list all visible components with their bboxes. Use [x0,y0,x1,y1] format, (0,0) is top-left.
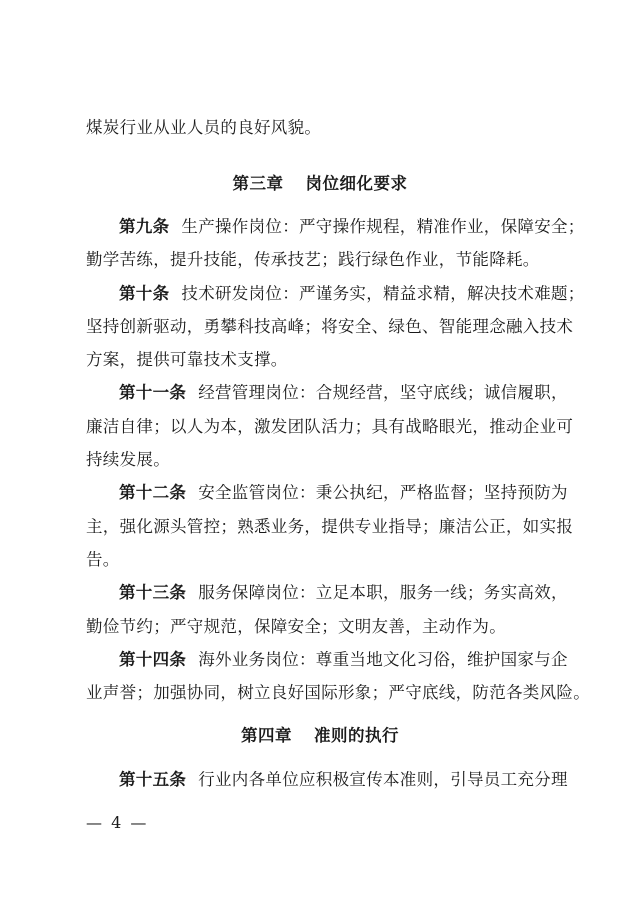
article-text: 勤学苦练，提升技能，传承技艺；践行绿色作业，节能降耗。 [86,250,540,269]
article-label: 第十四条 [119,650,187,669]
article-text: 业声誉；加强协同，树立良好国际形象；严守底线，防范各类风险。 [86,683,590,702]
article-12 [119,482,568,504]
article-label: 第九条 [119,217,170,236]
article-label: 第十条 [119,284,170,303]
article-10-line-2 [86,316,574,338]
article-label: 第十一条 [119,383,187,402]
article-14 [119,649,568,671]
article-text: 勤俭节约；严守规范，保障安全；文明友善，主动作为。 [86,617,506,636]
article-text: 服务保障岗位：立足本职，服务一线；务实高效， [198,583,568,602]
article-11 [119,382,568,404]
chapter-heading [0,725,640,747]
article-text: 经营管理岗位：合规经营，坚守底线；诚信履职， [198,383,568,402]
paragraph-text: 煤炭行业从业人员的良好风貌。 [86,118,322,137]
article-text: 生产操作岗位：严守操作规程，精准作业，保障安全； [181,217,585,236]
article-text: 行业内各单位应积极宣传本准则，引导员工充分理 [198,770,568,789]
article-11-line-3 [86,449,556,471]
page-number: — 4 — [86,813,149,832]
article-14-line-2 [86,682,590,704]
chapter-number: 第四章 [241,726,292,745]
article-label: 第十三条 [119,583,187,602]
article-text: 告。 [86,550,120,569]
article-15 [119,769,568,791]
intro-line [86,117,556,139]
article-9-line-2 [86,249,556,271]
article-text: 海外业务岗位：尊重当地文化习俗，维护国家与企 [198,650,568,669]
article-13-line-2 [86,616,556,638]
article-text: 坚持创新驱动，勇攀科技高峰；将安全、绿色、智能理念融入技术 [86,317,574,336]
chapter-heading [0,173,640,195]
article-text: 安全监管岗位：秉公执纪，严格监督；坚持预防为 [198,483,568,502]
article-10 [119,283,585,305]
article-label: 第十二条 [119,483,187,502]
article-12-line-3 [86,549,556,571]
article-label: 第十五条 [119,770,187,789]
article-text: 技术研发岗位：严谨务实，精益求精，解决技术难题； [181,284,585,303]
chapter-title: 准则的执行 [314,726,399,745]
article-9 [119,216,585,238]
article-text: 廉洁自律；以人为本，激发团队活力；具有战略眼光，推动企业可 [86,417,574,436]
article-12-line-2 [86,516,574,538]
article-13 [119,582,568,604]
article-text: 方案，提供可靠技术支撑。 [86,350,288,369]
article-text: 主，强化源头管控；熟悉业务，提供专业指导；廉洁公正，如实报 [86,517,574,536]
article-text: 持续发展。 [86,450,170,469]
chapter-number: 第三章 [232,174,284,193]
chapter-title: 岗位细化要求 [305,174,408,193]
article-11-line-2 [86,416,574,438]
article-10-line-3 [86,349,556,371]
